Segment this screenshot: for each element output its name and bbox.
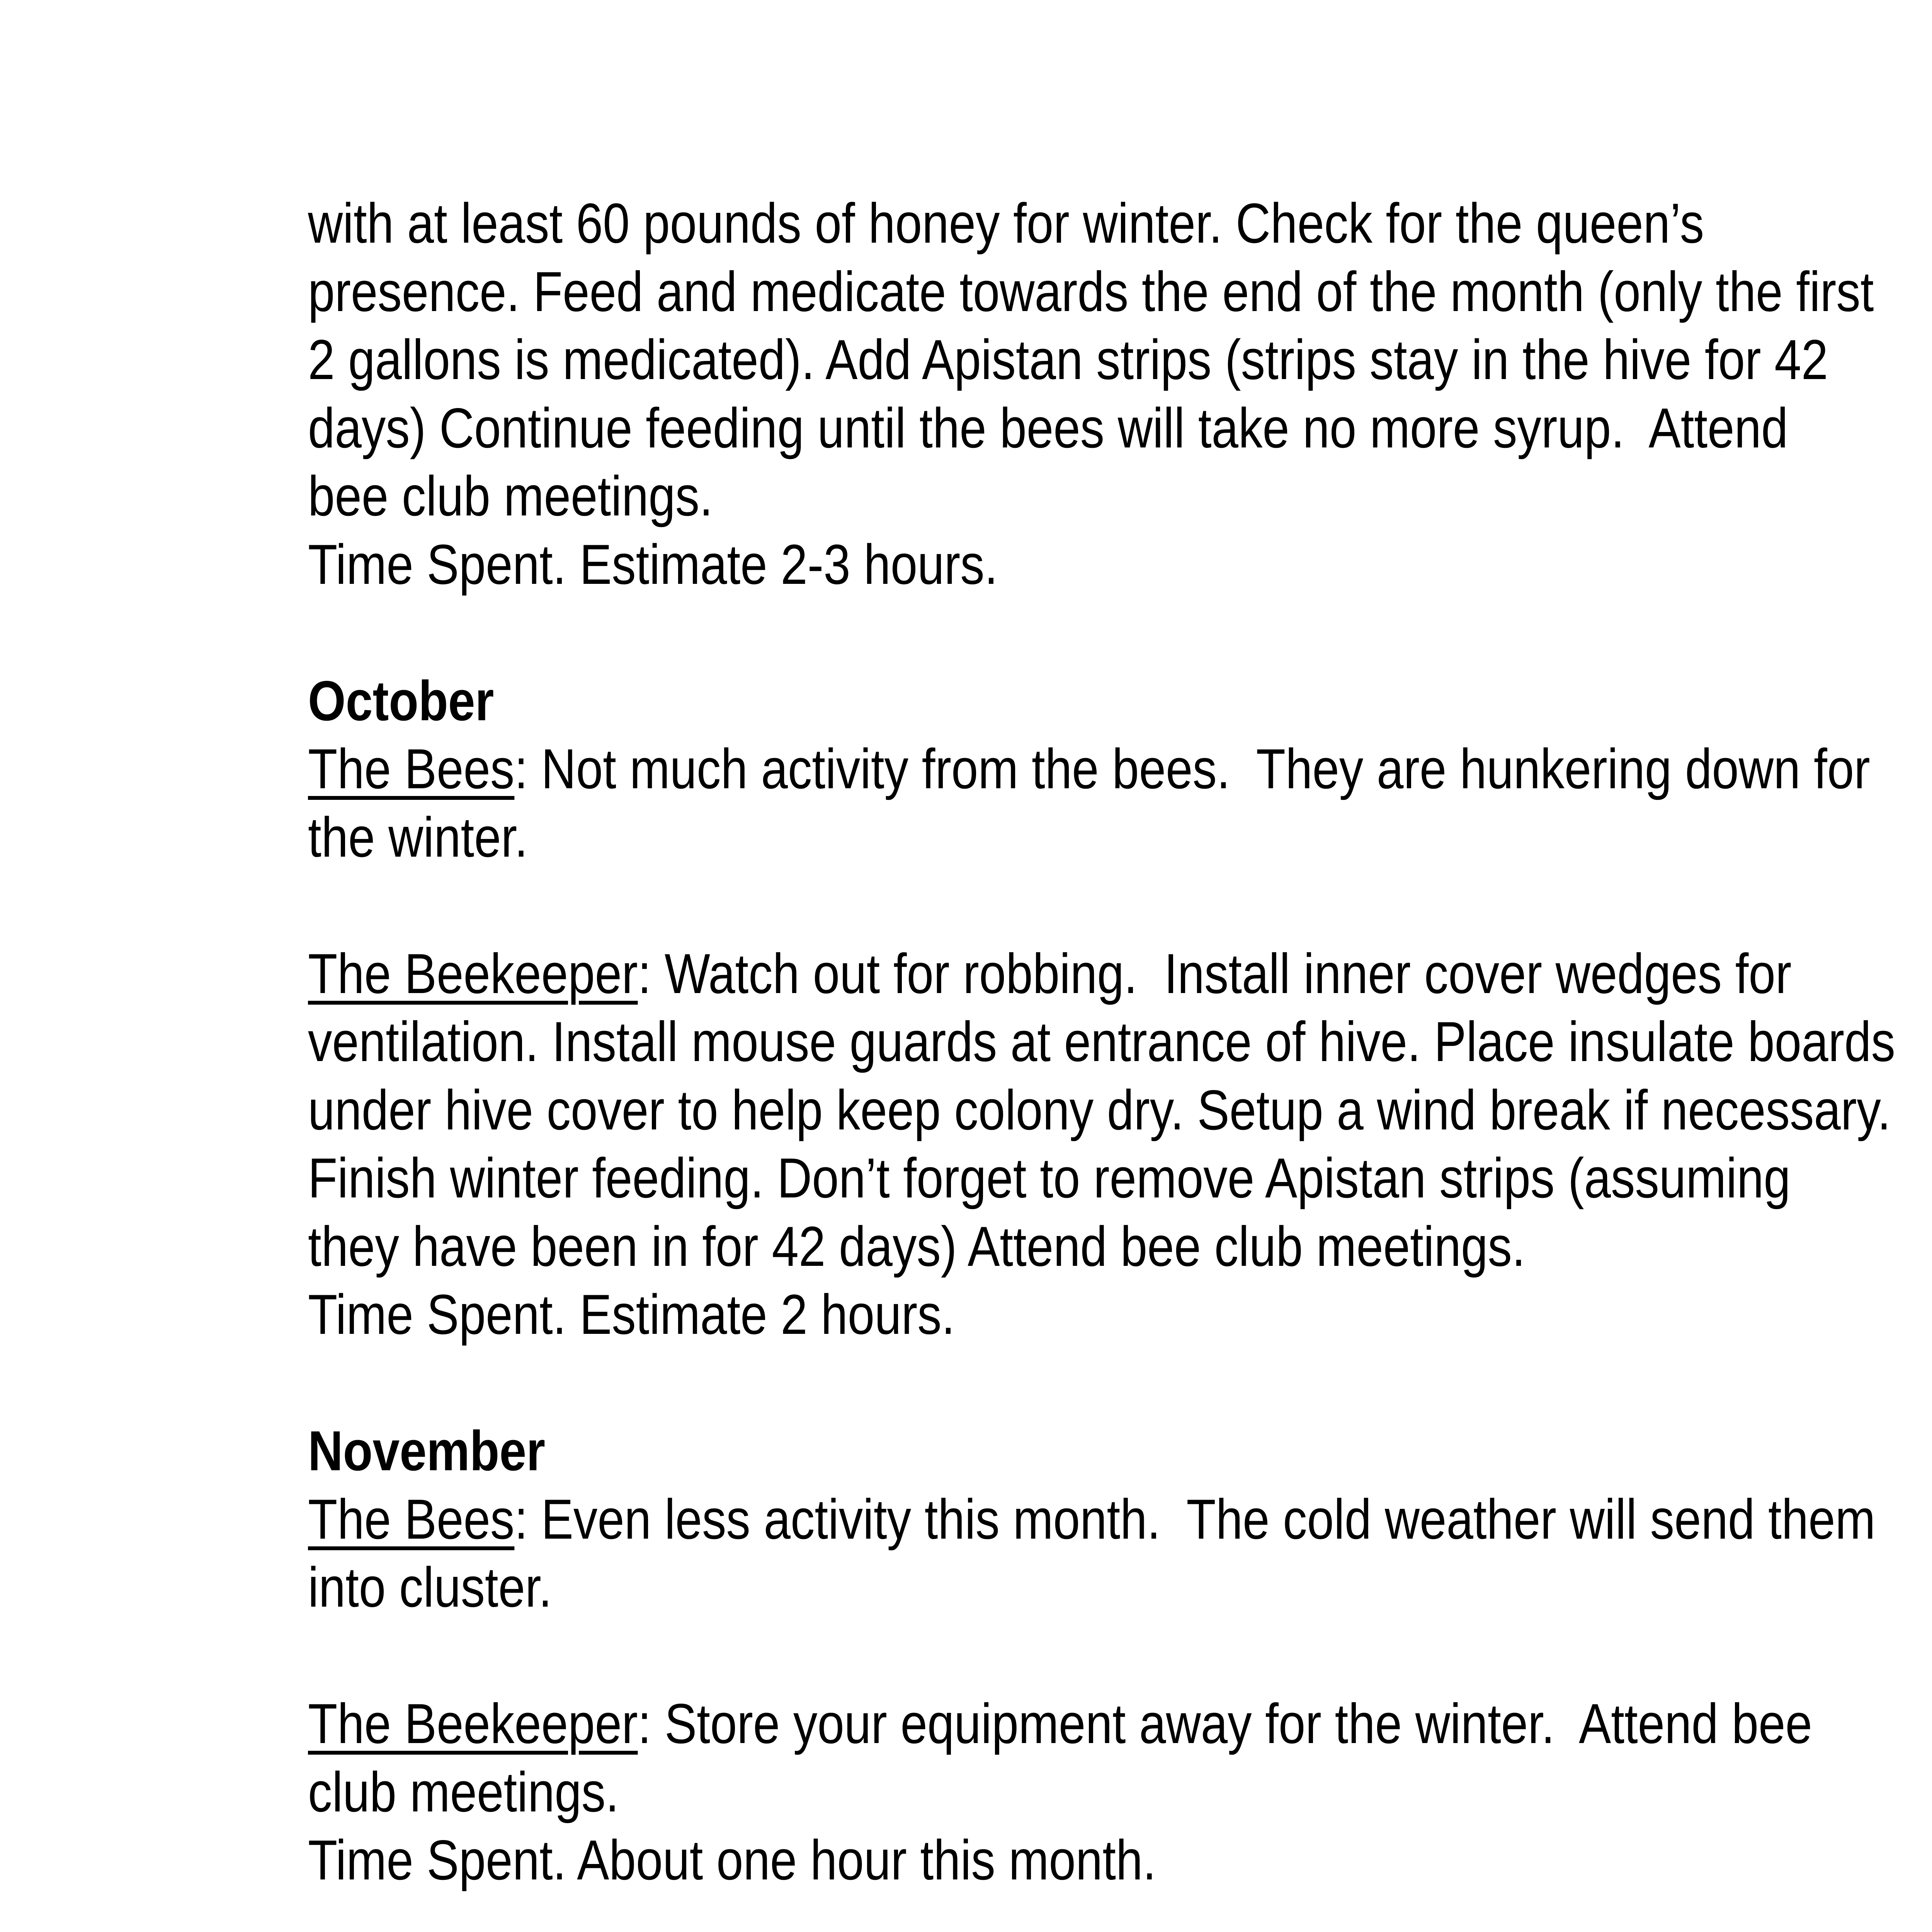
time-spent-text: Time Spent. About one hour this month. [308, 1828, 1156, 1891]
beekeeper-text: : Watch out for robbing. Install inner cover wedges for [638, 942, 1792, 1005]
body-text-line: 2 gallons is medicated). Add Apistan strips (strips stay in the hive for 42 [308, 328, 1828, 391]
month-heading-november: November [308, 1419, 546, 1482]
body-text-line: days) Continue feeding until the bees will take no more syrup. Attend [308, 396, 1788, 459]
beekeeper-paragraph-line: under hive cover to help keep colony dry. Setup a wind break if necessary. [308, 1078, 1891, 1141]
beekeeper-paragraph-line: Finish winter feeding. Don’t forget to remove Apistan strips (assuming [308, 1146, 1791, 1209]
bees-label: The Bees [308, 1487, 515, 1551]
bees-paragraph-line: the winter. [308, 805, 528, 869]
time-spent-text: Time Spent. Estimate 2 hours. [308, 1283, 955, 1346]
bees-paragraph-line: into cluster. [308, 1556, 552, 1619]
body-text-line: bee club meetings. [308, 464, 713, 527]
beekeeper-paragraph-line [308, 940, 1791, 1008]
beekeeper-label: The Beekeeper [308, 942, 638, 1005]
body-text-line: presence. Feed and medicate towards the end of the month (only the first [308, 260, 1874, 323]
month-heading-october: October [308, 669, 494, 732]
beekeeper-paragraph-line: they have been in for 42 days) Attend bee club meetings. [308, 1214, 1526, 1278]
beekeeper-paragraph-line [308, 1690, 1812, 1758]
bees-label: The Bees [308, 737, 515, 800]
bees-text: : Not much activity from the bees. They are hunkering down for [514, 737, 1870, 800]
bees-paragraph-line [308, 1485, 1876, 1553]
body-text-line: with at least 60 pounds of honey for winter. Check for the queen’s [308, 192, 1704, 255]
time-spent-text: Time Spent. Estimate 2-3 hours. [308, 532, 998, 596]
beekeeper-paragraph-line: ventilation. Install mouse guards at entrance of hive. Place insulate boards [308, 1010, 1895, 1073]
beekeeper-text: : Store your equipment away for the winter. Attend bee [638, 1692, 1812, 1755]
bees-text: : Even less activity this month. The cold weather will send them [514, 1487, 1876, 1551]
bees-paragraph-line [308, 735, 1870, 803]
beekeeper-label: The Beekeeper [308, 1692, 638, 1755]
beekeeper-paragraph-line: club meetings. [308, 1760, 619, 1823]
